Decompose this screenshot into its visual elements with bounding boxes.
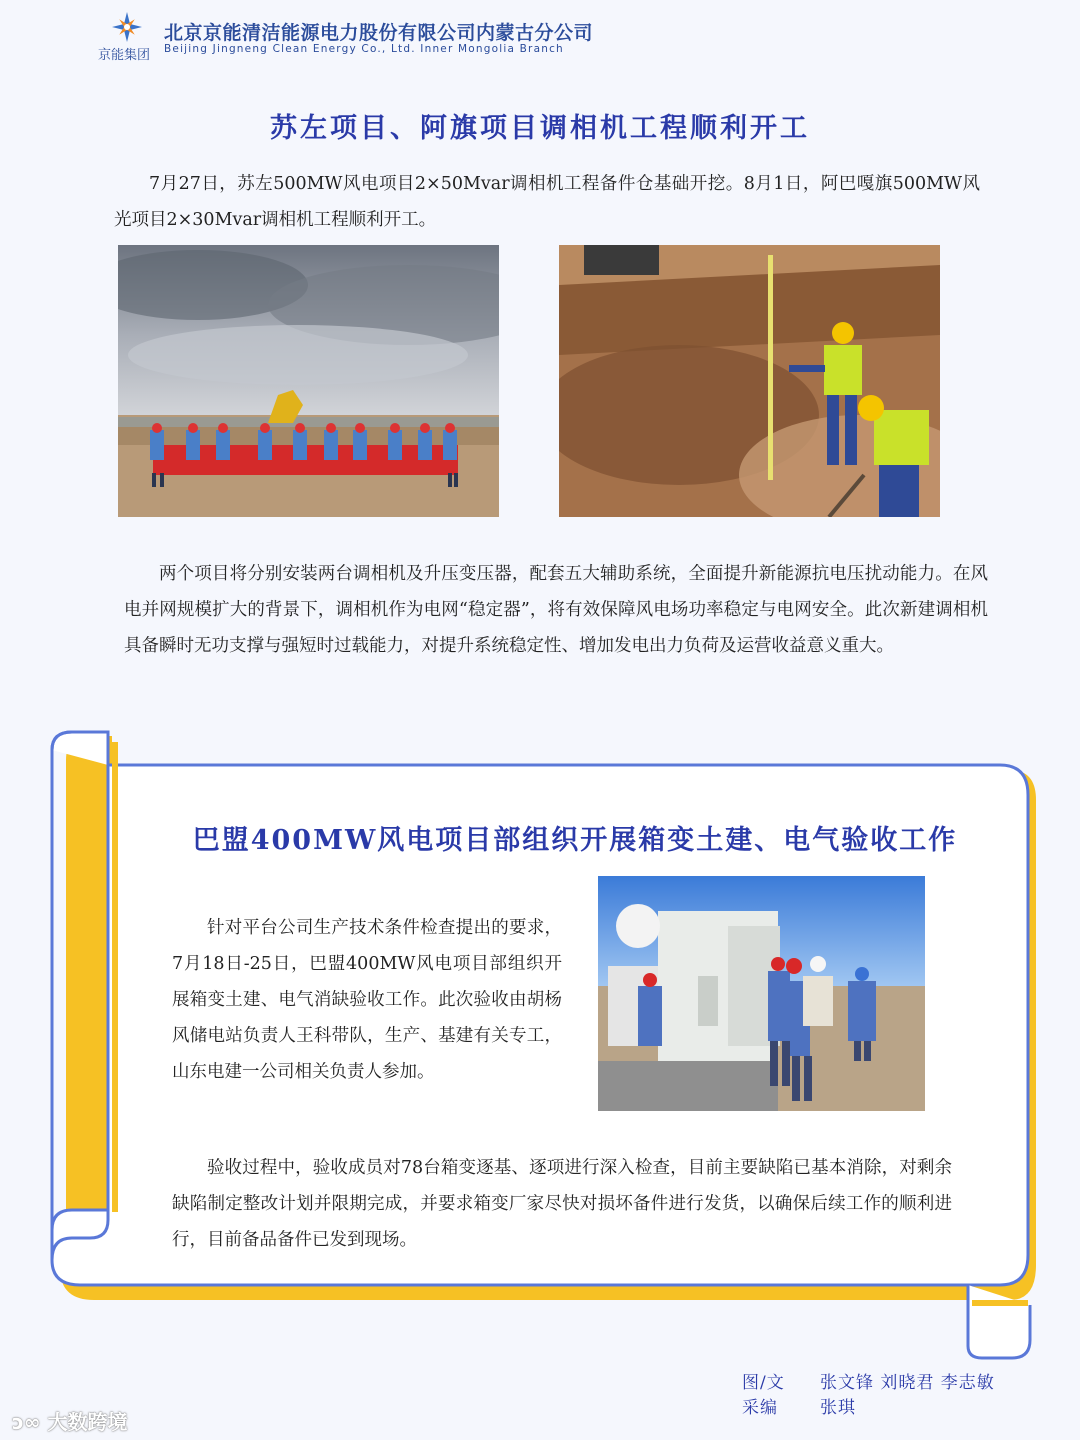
article1-paragraph-2: 两个项目将分别安装两台调相机及升压变压器，配套五大辅助系统，全面提升新能源抗电压扰动能力。在风电并网规模扩大的背景下，调相机作为电网“稳定器”，将有效保障风电场功率稳定与电网安全。此次新建调相机具备瞬时无功支撑与强短时过载能力，对提升系统稳定性、增加发电出力负荷及运营收益意义重大。 (124, 564, 988, 656)
company-name-en: Beijing Jingneng Clean Energy Co., Ltd. Inner Mongolia Branch (164, 43, 564, 55)
company-name-cn: 北京京能清洁能源电力股份有限公司内蒙古分公司 (164, 22, 594, 44)
article1-title: 苏左项目、阿旗项目调相机工程顺利开工 (270, 113, 810, 144)
watermark (12, 1406, 127, 1435)
article2-paragraph-2: 验收过程中，验收成员对78台箱变逐基、逐项进行深入检查，目前主要缺陷已基本消除，对剩余缺陷制定整改计划并限期完成，并要求箱变厂家尽快对损坏备件进行发货，以确保后续工作的顺利进行，目前备品备件已发到现场。 (172, 1158, 952, 1250)
watermark-logo-icon: ↄ∞ (12, 1410, 48, 1434)
credit-label-editor: 采编 (742, 1398, 778, 1418)
watermark-text: 大数跨境 (47, 1410, 128, 1434)
credit-names-editor: 张琪 (820, 1398, 856, 1418)
logo-text: 京能集团 (98, 48, 151, 63)
article2-title: 巴盟400MW风电项目部组织开展箱变土建、电气验收工作 (192, 825, 958, 856)
company-logo (98, 10, 154, 63)
credit-names-photo-text: 张文锋 刘晓君 李志敏 (820, 1373, 995, 1393)
article1-paragraph-1: 7月27日，苏左500MW风电项目2×50Mvar调相机工程备件仓基础开挖。8月1日，阿巴嘎旗500MW风光项目2×30Mvar调相机工程顺利开工。 (114, 174, 980, 230)
excavation-photo (559, 245, 940, 517)
ceremony-photo (118, 245, 499, 517)
logo-star-icon (112, 12, 142, 42)
article2-paragraph-1: 针对平台公司生产技术条件检查提出的要求，7月18日-25日，巴盟400MW风电项目部组织开展箱变土建、电气消缺验收工作。此次验收由胡杨风储电站负责人王科带队，生产、基建有关专工，山东电建一公司相关负责人参加。 (172, 918, 562, 1082)
credit-label-photo-text: 图/文 (742, 1373, 785, 1393)
inspection-photo (598, 876, 925, 1111)
